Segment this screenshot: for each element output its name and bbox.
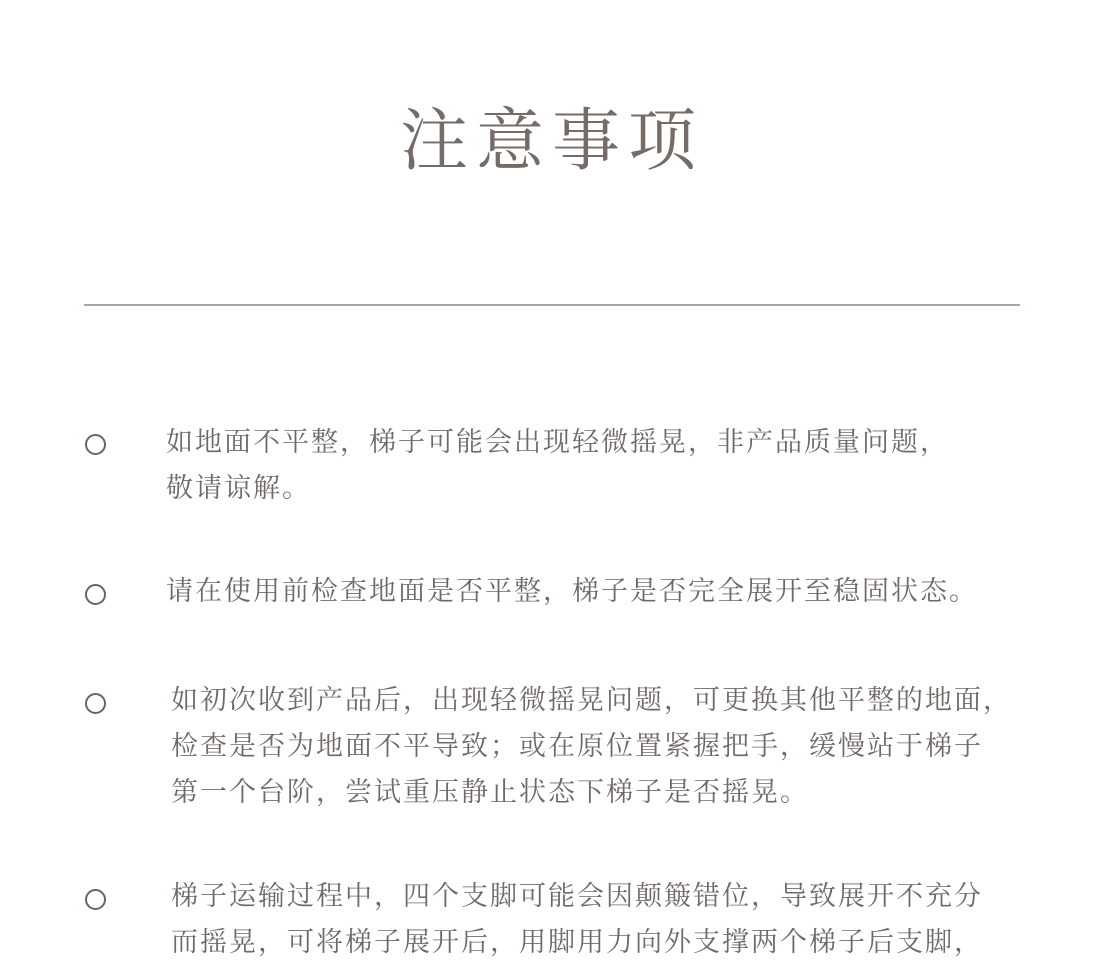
page-title: 注意事项 [399, 101, 704, 181]
circle-bullet-icon [85, 434, 106, 455]
notice-text: 如地面不平整，梯子可能会出现轻微摇晃，非产品质量问题， 敬请谅解。 [166, 427, 949, 504]
notice-text: 请在使用前检查地面是否平整，梯子是否完全展开至稳固状态。 [166, 576, 978, 607]
notice-text: 梯子运输过程中，四个支脚可能会因颠簸错位，导致展开不充分 而摇晃，可将梯子展开后，用脚用力向外支撑两个梯子后支脚， [171, 881, 983, 958]
notice-text: 如初次收到产品后，出现轻微摇晃问题，可更换其他平整的地面， 检查是否为地面不平导致；或在原位置紧握把手，缓慢站于梯子 第一个台阶，尝试重压静止状态下梯子是否摇晃。 [171, 685, 1012, 808]
circle-bullet-icon [85, 693, 106, 714]
circle-bullet-icon [85, 584, 106, 605]
circle-bullet-icon [85, 889, 106, 910]
title-divider [84, 304, 1020, 306]
